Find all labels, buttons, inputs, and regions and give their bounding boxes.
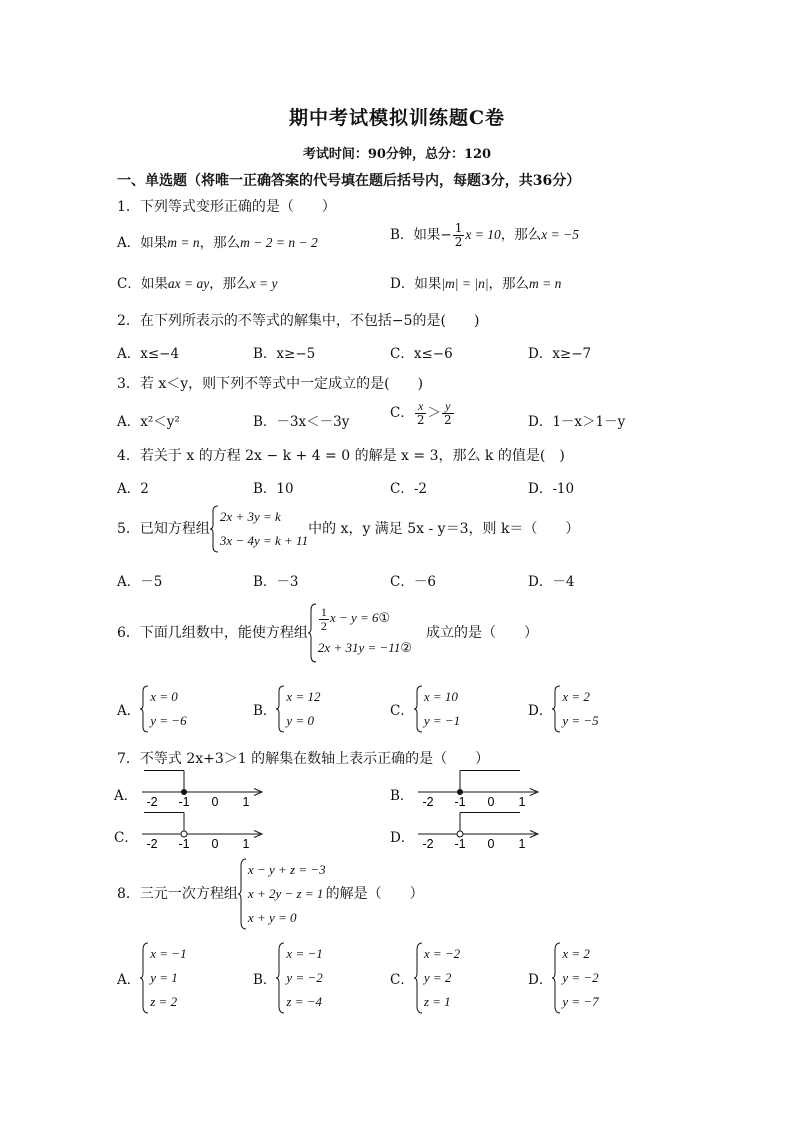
q1-c-result: x = y xyxy=(249,276,278,291)
q1-b-fraction xyxy=(453,222,465,249)
q8-d-label: D． xyxy=(528,972,553,988)
number-line-d xyxy=(414,812,544,852)
left-brace-icon xyxy=(276,685,285,733)
q8-b-label: B． xyxy=(253,972,277,988)
left-brace-icon xyxy=(552,942,561,1014)
q1-option-c[interactable] xyxy=(117,272,278,292)
q8-eq-3: x + y = 0 xyxy=(247,910,297,925)
q2-option-a[interactable]: A．x≤−4 xyxy=(117,346,180,362)
tick-label: -1 xyxy=(454,837,466,851)
q3-c-den-2: 2 xyxy=(443,413,452,427)
q1-b-mid: ，那么 xyxy=(500,227,542,243)
q1-option-d[interactable] xyxy=(390,272,561,292)
q6-c-label: C． xyxy=(390,703,414,719)
left-brace-icon xyxy=(238,858,247,930)
q6-a-y: y = −6 xyxy=(150,713,187,728)
q8-a-x: x = −1 xyxy=(150,946,187,961)
q4-option-d[interactable]: D．-10 xyxy=(528,481,575,497)
q8-d-x: x = 2 xyxy=(562,946,590,961)
q6-equation-system xyxy=(308,603,412,663)
q6-b-y: y = 0 xyxy=(286,713,314,728)
q6-d-label: D． xyxy=(528,703,553,719)
q6-option-c[interactable] xyxy=(390,685,460,733)
q8-b-system xyxy=(276,942,322,1014)
q6-d-system xyxy=(552,685,598,733)
tick-label: -2 xyxy=(422,795,434,809)
q2-option-b[interactable]: B．x≥−5 xyxy=(253,346,316,362)
q8-option-d[interactable] xyxy=(528,942,599,1014)
q5-eq-1: 2x + 3y = k xyxy=(219,509,281,524)
tick-label: -2 xyxy=(146,795,158,809)
q3-option-a[interactable]: A．x²＜y² xyxy=(117,414,180,430)
q1-c-text: C．如果 xyxy=(117,276,168,292)
tick-label: -2 xyxy=(422,837,434,851)
q1-b-numerator: 1 xyxy=(454,221,463,235)
q8-c-label: C． xyxy=(390,972,414,988)
left-brace-icon xyxy=(552,685,561,733)
q1-b-eq: x = 10 xyxy=(465,227,501,242)
q4-option-c[interactable]: C．-2 xyxy=(390,481,427,497)
left-brace-icon xyxy=(140,685,149,733)
left-brace-icon xyxy=(210,505,219,553)
q2-option-d[interactable]: D．x≥−7 xyxy=(528,346,592,362)
q6-eq1-num: 1 xyxy=(320,604,327,619)
q1-d-result: m = n xyxy=(529,276,562,291)
q6-a-label: A． xyxy=(117,703,141,719)
q1-a-mid: ，那么 xyxy=(199,235,241,251)
q5-option-a[interactable]: A．－5 xyxy=(117,574,163,590)
q1-d-mid: ，那么 xyxy=(488,276,530,292)
q4-option-a[interactable]: A．2 xyxy=(117,481,149,497)
q8-d-y: y = −2 xyxy=(562,970,599,985)
q1-b-denominator: 2 xyxy=(454,235,463,249)
q8-a-system xyxy=(140,942,186,1014)
tick-label: -1 xyxy=(178,795,190,809)
number-line-b xyxy=(414,770,544,810)
tick-label: 0 xyxy=(211,795,219,809)
question-4-stem: 4．若关于 x 的方程 2x − k + 4 = 0 的解是 x = 3，那么 k 的值是( ) xyxy=(117,448,565,464)
q6-post-text: 成立的是（ ） xyxy=(425,625,538,641)
q5-equation-system xyxy=(210,505,308,553)
q3-c-label: C． xyxy=(390,405,414,421)
q8-c-x: x = −2 xyxy=(423,946,461,961)
q1-a-text: A．如果 xyxy=(117,235,168,251)
q3-option-c[interactable] xyxy=(390,400,455,427)
section-heading: 一、单选题（将唯一正确答案的代号填在题后括号内，每题3分，共36分） xyxy=(117,173,581,189)
q7-a-label: A． xyxy=(114,788,138,804)
q7-option-c[interactable] xyxy=(138,812,268,852)
q6-eq-2: 2x + 31y = −11 xyxy=(317,640,401,655)
q6-c-y: y = −1 xyxy=(423,713,461,728)
question-7-stem: 7．不等式 2x+3＞1 的解集在数轴上表示正确的是（ ） xyxy=(117,751,490,767)
q1-d-text: D．如果 xyxy=(390,276,442,292)
q8-a-z: z = 2 xyxy=(150,994,178,1009)
q2-option-c[interactable]: C．x≤−6 xyxy=(390,346,453,362)
q6-c-x: x = 10 xyxy=(423,689,458,704)
page-title: 期中考试模拟训练题C卷 xyxy=(288,107,506,129)
q6-a-system xyxy=(140,685,186,733)
q5-option-c[interactable]: C．－6 xyxy=(390,574,436,590)
q5-eq-2: 3x − 4y = k + 11 xyxy=(219,533,309,548)
q3-c-frac-1 xyxy=(415,400,427,427)
q8-equation-system xyxy=(238,858,326,930)
q5-post-text: 中的 x，y 满足 5x - y＝3，则 k＝（ ） xyxy=(308,521,580,537)
tick-label: 0 xyxy=(211,837,219,851)
q3-c-den-1: 2 xyxy=(416,413,425,427)
left-brace-icon xyxy=(140,942,149,1014)
q7-b-label: B． xyxy=(390,788,414,804)
q7-option-a[interactable] xyxy=(138,770,268,810)
q8-option-b[interactable] xyxy=(253,942,323,1014)
q7-c-label: C． xyxy=(114,830,138,846)
q6-d-x: x = 2 xyxy=(562,689,590,704)
q8-a-y: y = 1 xyxy=(150,970,178,985)
q8-option-a[interactable] xyxy=(117,942,187,1014)
left-brace-icon xyxy=(276,942,285,1014)
question-1-stem: 1．下列等式变形正确的是（ ） xyxy=(117,199,336,215)
q6-option-d[interactable] xyxy=(528,685,599,733)
q1-b-text: B．如果 xyxy=(390,227,441,243)
q1-c-cond: ax = ay xyxy=(167,276,210,291)
q3-option-b[interactable]: B．－3x＜－3y xyxy=(253,414,350,430)
tick-label: 0 xyxy=(487,795,495,809)
q8-b-x: x = −1 xyxy=(286,946,323,961)
tick-label: -1 xyxy=(178,837,190,851)
tick-label: -1 xyxy=(454,795,466,809)
left-brace-icon xyxy=(414,685,423,733)
q5-option-d[interactable]: D．－4 xyxy=(528,574,575,590)
q3-c-operator: ＞ xyxy=(427,405,441,421)
question-2-stem: 2．在下列所表示的不等式的解集中，不包括−5的是( ) xyxy=(117,313,480,329)
q6-eq-1: x − y = 6 xyxy=(329,610,379,625)
q1-c-mid: ，那么 xyxy=(209,276,250,292)
q6-eq2-mark: ② xyxy=(400,640,412,655)
q1-b-sign: − xyxy=(440,227,452,243)
q8-pre-text: 8．三元一次方程组 xyxy=(117,886,238,902)
q3-c-frac-2 xyxy=(442,400,454,427)
q7-option-b[interactable] xyxy=(414,770,544,810)
exam-info: 考试时间：90分钟，总分：120 xyxy=(302,147,492,162)
q4-option-b[interactable]: B．10 xyxy=(253,481,294,497)
q1-b-result: x = −5 xyxy=(541,227,579,242)
q6-b-system xyxy=(276,685,320,733)
q3-c-num-2: y xyxy=(442,400,454,414)
q6-b-label: B． xyxy=(253,703,277,719)
q1-option-b[interactable] xyxy=(390,222,579,249)
q1-option-a[interactable] xyxy=(117,231,318,251)
q7-option-d[interactable] xyxy=(414,812,544,852)
question-5-stem xyxy=(117,505,579,553)
q8-d-system xyxy=(552,942,598,1014)
q6-b-x: x = 12 xyxy=(286,689,321,704)
q5-pre-text: 5．已知方程组 xyxy=(117,521,210,537)
q6-pre-text: 6．下面几组数中，能使方程组 xyxy=(117,625,308,641)
left-brace-icon xyxy=(414,942,423,1014)
q6-eq1-den: 2 xyxy=(320,618,327,633)
q3-option-d[interactable]: D．1－x＞1－y xyxy=(528,414,626,430)
q8-post-text: 的解是（ ） xyxy=(325,886,424,902)
q6-option-b[interactable] xyxy=(253,685,320,733)
tick-label: 1 xyxy=(242,837,250,851)
q6-option-a[interactable] xyxy=(117,685,187,733)
q6-d-y: y = −5 xyxy=(562,713,599,728)
question-3-stem: 3．若 x＜y，则下列不等式中一定成立的是( ) xyxy=(117,376,424,392)
q8-eq-2: x + 2y − z = 1 xyxy=(247,886,324,901)
q8-a-label: A． xyxy=(117,972,141,988)
q8-c-system xyxy=(414,942,460,1014)
q1-a-cond: m = n xyxy=(167,235,200,250)
q5-option-b[interactable]: B．－3 xyxy=(253,574,299,590)
tick-label: 0 xyxy=(487,837,495,851)
tick-label: 1 xyxy=(518,837,526,851)
q8-option-c[interactable] xyxy=(390,942,460,1014)
left-brace-icon xyxy=(308,603,317,663)
tick-label: -2 xyxy=(146,837,158,851)
q8-b-y: y = −2 xyxy=(286,970,323,985)
question-6-stem xyxy=(117,603,538,663)
q1-d-cond: |m| = |n| xyxy=(441,276,489,291)
q7-d-label: D． xyxy=(390,830,415,846)
number-line-c xyxy=(138,812,268,852)
q6-a-x: x = 0 xyxy=(150,689,178,704)
q6-eq1-mark: ① xyxy=(378,610,391,625)
q1-a-result: m − 2 = n − 2 xyxy=(240,235,318,250)
q8-c-y: y = 2 xyxy=(423,970,452,985)
q8-c-z: z = 1 xyxy=(423,994,451,1009)
q8-d-y2: y = −7 xyxy=(562,994,599,1009)
q6-eq1-fraction xyxy=(319,606,329,633)
number-line-a xyxy=(138,770,268,810)
q3-c-num-1: x xyxy=(415,400,427,414)
q8-eq-1: x − y + z = −3 xyxy=(247,862,326,877)
tick-label: 1 xyxy=(518,795,526,809)
q6-c-system xyxy=(414,685,460,733)
q8-b-z: z = −4 xyxy=(286,994,323,1009)
tick-label: 1 xyxy=(242,795,250,809)
question-8-stem xyxy=(117,858,424,930)
